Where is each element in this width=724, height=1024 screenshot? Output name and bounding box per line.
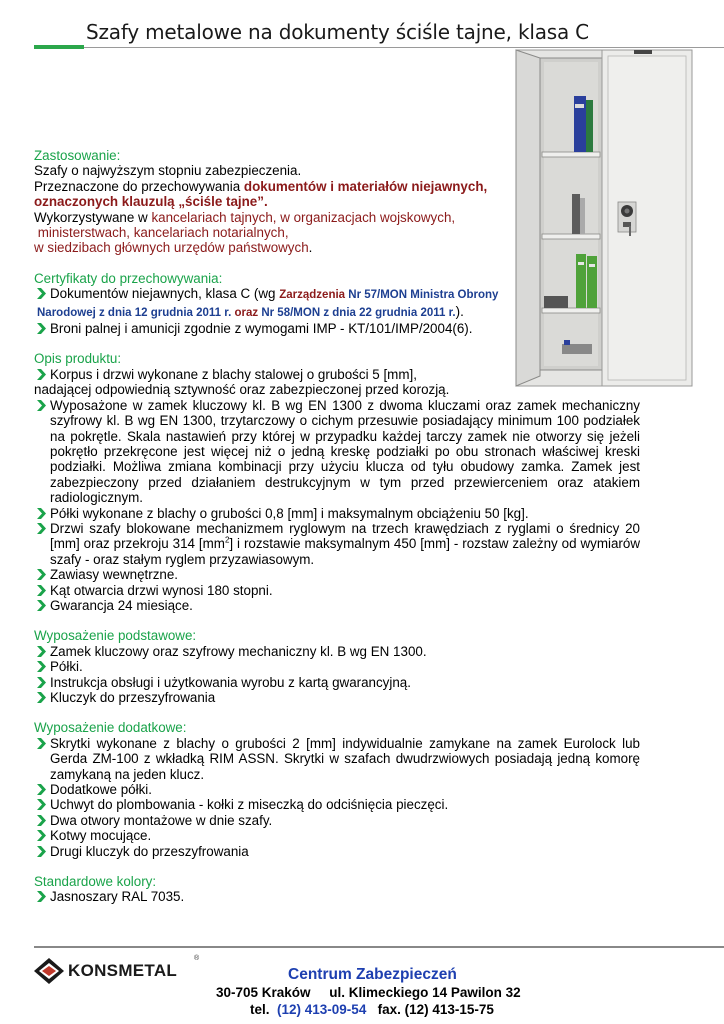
description-list [34, 367, 674, 382]
paragraph-line: oznaczonych klauzulą „ściśle tajne”. [34, 194, 268, 210]
phone-number: (12) 413-09-54 [277, 1002, 367, 1017]
bullet-arrow-icon [35, 585, 46, 596]
bullet-arrow-icon [35, 799, 46, 810]
text-run: ). [455, 303, 464, 319]
bullet-arrow-icon [35, 661, 46, 672]
title-accent-bar [34, 45, 84, 49]
paragraph-line [34, 240, 674, 255]
highlight-text: w siedzibach głównych urzędów państwowych [34, 240, 309, 256]
registered-mark: ® [194, 955, 200, 962]
text-run: Przeznaczone do przechowywania [34, 178, 244, 194]
text-run: Półki wykonane z blachy o grubości 0,8 [mm] i maksymalnym obciążeniu 50 [kg]. [50, 505, 529, 521]
bullet-arrow-icon [35, 288, 46, 299]
highlight-text: Narodowej z dnia 12 grudnia 2011 r. [37, 306, 232, 319]
page-header [34, 14, 724, 50]
section-heading-opis: Opis produktu: [34, 351, 122, 367]
list-item [34, 321, 674, 336]
bullet-arrow-icon [35, 692, 46, 703]
list-item [34, 286, 674, 321]
bullet-arrow-icon [35, 738, 46, 749]
highlight-text: Nr 57/MON Ministra Obrony [345, 289, 499, 302]
paragraph-line [34, 179, 674, 194]
logo-wordmark: KONSMETAL [68, 961, 178, 980]
text-run: Dokumentów niejawnych, klasa C (wg [50, 286, 280, 302]
bullet-arrow-icon [35, 646, 46, 657]
section-heading-zastosowanie: Zastosowanie: [34, 148, 121, 163]
page-title: Szafy metalowe na dokumenty ściśle tajne, klasa C [86, 20, 589, 44]
text-run: Kotwy mocujące. [50, 828, 152, 844]
certificates-list [34, 286, 674, 336]
footer-company-name: Centrum Zabezpieczeń [288, 966, 457, 983]
text-run: Uchwyt do plombowania - kołki z miseczką do odciśnięcia pieczęci. [50, 797, 449, 813]
highlight-text: oraz [231, 306, 259, 319]
section-heading-dodatkowe: Wyposażenie dodatkowe: [34, 720, 187, 736]
text-run: Zawiasy wewnętrzne. [50, 567, 179, 583]
bullet-arrow-icon [35, 508, 46, 519]
text-run: Wyposażone w zamek kluczowy kl. B wg EN 1300 z dwoma kluczami oraz zamek mechaniczny szyfrowy kl. B wg EN 1300, trzytarczowy o cichym przesuwie posiadający minimum 100 podziałek na pokrętle. Skala nastawień przy której w przypadku każdej tarczy zamek nie otworzy się jeżeli pokrętło przekręcone jest więcej niż o jedną kreskę podziałki po obu stronach właściwej kreski podziałki. Możliwa zmiana kombinacji przy użyciu klucza od tyłu obudowy zamka. Zamek jest zabezpieczony przed działaniem destrukcyjnym w tym przed przewierceniem oraz atakiem radiologicznym. [50, 397, 640, 506]
bullet-arrow-icon [35, 600, 46, 611]
text-run: Jasnoszary RAL 7035. [50, 889, 185, 905]
colors-list [34, 889, 674, 904]
fax-number: fax. (12) 413-15-75 [366, 1002, 494, 1017]
list-item [34, 813, 640, 828]
bullet-arrow-icon [35, 369, 46, 380]
tel-label: tel. [250, 1002, 278, 1017]
bullet-arrow-icon [35, 677, 46, 688]
bullet-arrow-icon [35, 323, 46, 334]
bullet-arrow-icon [35, 815, 46, 826]
section-heading-certyfikaty: Certyfikaty do przechowywania: [34, 270, 223, 286]
list-item [34, 644, 674, 659]
konsmetal-logo-icon [34, 958, 64, 984]
list-item [34, 736, 640, 782]
list-item [34, 367, 674, 382]
description-list-continued [34, 398, 640, 614]
highlight-text: dokumentów i materiałów niejawnych, [243, 178, 488, 194]
bullet-arrow-icon [35, 846, 46, 857]
text-run: Dwa otwory montażowe w dnie szafy. [50, 812, 273, 828]
bullet-arrow-icon [35, 891, 46, 902]
text-run: Kąt otwarcia drzwi wynosi 180 stopni. [50, 582, 273, 598]
list-item [34, 782, 640, 797]
paragraph-line: ministerstwach, kancelariach notarialnych, [34, 225, 289, 241]
list-item [34, 675, 674, 690]
text-run: ] i rozstawie maksymalnym 450 [mm] - rozstaw zależny od wymiarów szafy - oraz stałym ryglem przyzawiasowym. [50, 536, 640, 567]
text-run: Drugi kluczyk do przeszyfrowania [50, 843, 249, 859]
bullet-arrow-icon [35, 569, 46, 580]
list-item [34, 828, 640, 843]
text-run: Wykorzystywane w [34, 209, 152, 225]
bullet-arrow-icon [35, 830, 46, 841]
paragraph-line [34, 210, 674, 225]
list-item [34, 583, 640, 598]
bullet-arrow-icon [35, 784, 46, 795]
text-run: Kluczyk do przeszyfrowania [50, 690, 216, 705]
bullet-arrow-icon [35, 400, 46, 411]
text-run: Broni palnej i amunicji zgodnie z wymogami IMP - KT/101/IMP/2004(6). [50, 321, 473, 337]
list-item [34, 598, 640, 613]
highlight-text: Zarządzenia [279, 289, 346, 302]
paragraph-line: nadającej odpowiednią sztywność oraz zabezpieczonej przed korozją. [34, 382, 450, 398]
highlight-text: Nr 58/MON z dnia 22 grudnia 2011 r. [258, 306, 456, 319]
section-heading-podstawowe: Wyposażenie podstawowe: [34, 628, 197, 644]
paragraph-line: Szafy o najwyższym stopniu zabezpieczenia. [34, 163, 302, 179]
text-run: Półki. [50, 659, 83, 675]
text-run: Drzwi szafy blokowane mechanizmem ryglowym na trzech krawędziach z ryglami o średnicy 20 [mm] oraz przekroju 314 [mm [50, 520, 640, 552]
extra-equipment-list [34, 736, 640, 859]
list-item [34, 659, 674, 674]
list-item [34, 398, 640, 506]
text-run: Skrytki wykonane z blachy o grubości 2 [mm] indywidualnie zamykane na zamek Eurolock lub Gerda ZM-100 z wkładką RIM ASSN. Skrytki w szafach dwudrzwiowych posiadają jedną komorę zamykaną na jeden klucz. [50, 735, 640, 782]
basic-equipment-list [34, 644, 674, 706]
text-run: Korpus i drzwi wykonane z blachy stalowej o grubości 5 [mm], [50, 366, 417, 382]
footer-divider [34, 946, 724, 948]
list-item [34, 506, 640, 521]
bullet-arrow-icon [35, 523, 46, 534]
highlight-text: kancelariach tajnych, w organizacjach wojskowych, [151, 209, 456, 225]
superscript: 2 [224, 535, 230, 545]
document-body [34, 148, 674, 905]
list-item [34, 797, 640, 812]
footer-contact [250, 1002, 494, 1017]
text-run: Gwarancja 24 miesiące. [50, 597, 193, 613]
list-item [34, 690, 674, 705]
text-run: Instrukcja obsługi i użytkowania wyrobu z kartą gwarancyjną. [50, 674, 411, 690]
footer-address: 30-705 Kraków ul. Klimeckiego 14 Pawilon 32 [216, 985, 521, 1000]
list-item [34, 567, 640, 582]
text-run: Zamek kluczowy oraz szyfrowy mechaniczny kl. B wg EN 1300. [50, 643, 427, 659]
text-run: Dodatkowe półki. [50, 782, 152, 798]
text-run: . [308, 240, 313, 256]
list-item [34, 844, 640, 859]
list-item [34, 889, 674, 904]
section-heading-kolory: Standardowe kolory: [34, 874, 157, 890]
company-logo [34, 955, 204, 986]
list-item [34, 521, 640, 567]
